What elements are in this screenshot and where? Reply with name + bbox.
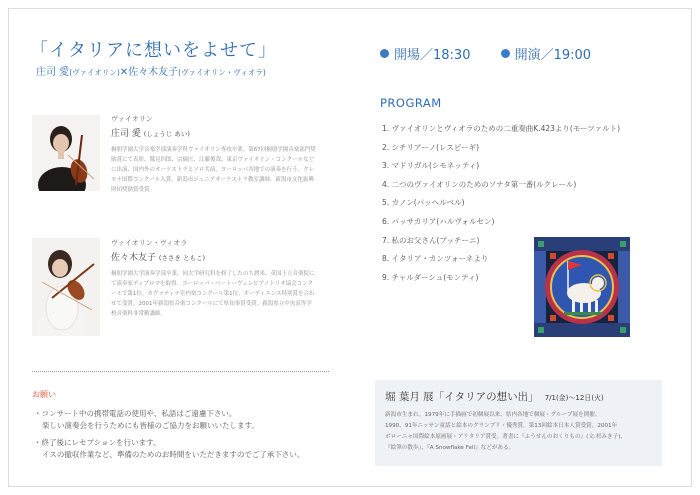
- exhibit-title: 堀 葉月 展「イタリアの想い出」: [385, 391, 539, 403]
- artist1-name: [111, 126, 316, 139]
- bullet-icon: [501, 49, 510, 58]
- performer1-instrument: (ヴァイオリン): [69, 68, 120, 77]
- notice-line: イスの撤収作業など、準備のためのお時間をいただきますのでご了承下さい。: [42, 450, 305, 459]
- notice-line: ・終了後にレセプションを行います。: [34, 438, 161, 447]
- artist2-bio: 桐朋学園大学演奏学部卒業。同大学研究科を修了したのち渡米。英国王立音楽院にて演奏家ディプロマを取得。ヨーロッパ・ベートーヴェンピアノトリオ協会コンクールで第1位。カヴァティナ室内楽コンクール第1位、オーディエンス特別賞を合わせて受賞。2001年新潟県音楽コンクールにて県知事賞受賞。新潟県立中央高等学校音楽科非常勤講師。: [111, 271, 315, 317]
- program-heading: PROGRAM: [380, 96, 442, 110]
- concert-title: 「イタリアに想いをよせて」: [30, 40, 277, 61]
- program-item: 1. ヴァイオリンとヴィオラのための二重奏曲K.423より(モーツァルト): [382, 124, 621, 133]
- artist2-reading: (ささき ともこ): [158, 254, 206, 262]
- performer1-name: 庄司 愛: [36, 67, 70, 78]
- concert-start-time: 開演／19:00: [514, 48, 592, 63]
- program-item: 3. マドリガル(シモネッティ): [382, 161, 480, 171]
- event-times: [380, 44, 591, 63]
- performer-separator: ✕: [119, 67, 129, 78]
- stained-glass-lamb-image: [534, 237, 630, 337]
- artist1-name-text: 庄司 愛: [111, 129, 141, 139]
- doors-open-time: 開場／18:30: [394, 48, 471, 63]
- exhibit-box: [375, 380, 662, 466]
- artist2-bio-block: [111, 238, 316, 319]
- program-item: 8. イタリア・カンツォーネより: [382, 254, 489, 264]
- artist1-role: ヴァイオリン: [111, 115, 153, 123]
- program-item: 9. チャルダーシュ(モンティ): [382, 272, 479, 282]
- artist1-reading: (しょうじ あい): [143, 130, 190, 138]
- exhibit-heading: [385, 389, 604, 404]
- exhibit-desc-line: ボローニャ国際絵本原画展・アリタリア賞受。著書に『ふうせんのおくりもの』(文:杉みき子)、: [385, 434, 626, 440]
- artist2-role: ヴァイオリン・ヴィオラ: [111, 239, 188, 247]
- notice-body: [34, 408, 334, 461]
- notice-line: 楽しい演奏会を行うためにも皆様のご協力をお願いいたします。: [42, 421, 259, 430]
- exhibit-dates: 7/1(金)〜12日(火): [544, 394, 604, 402]
- notice-line: ・コンサート中の携帯電話の使用や、私語はご遠慮下さい。: [34, 409, 237, 418]
- artist1-bio-block: [111, 114, 316, 195]
- notice-heading: お願い: [32, 390, 56, 399]
- bullet-icon: [380, 49, 389, 58]
- section-divider: [32, 371, 329, 372]
- program-item: 6. パッサカリア(ハルヴォルセン): [382, 216, 495, 226]
- artist1-photo: [32, 115, 100, 191]
- artist2-name: [111, 250, 316, 263]
- exhibit-desc-line: 『絵筆の散歩』、『A Snowflake Fell』などがある。: [385, 445, 515, 451]
- performer2-instrument: (ヴァイオリン・ヴィオラ): [178, 68, 266, 77]
- artist2-name-text: 佐々木友子: [111, 253, 157, 263]
- program-item: 2. シチリアーノ(レスピーギ): [382, 142, 479, 152]
- artist1-bio: 桐朋学園大学音楽学部演奏学科ヴァイオリン専攻卒業。第67回桐朋学園音楽部門奨励賞にて表彰、鷲見四郎、宗倫匡、江藤俊哉、東京ヴァイオリン・コンクールなどに出演、国内外のオーケストラとソロ共演。ヨーロッパ各地での演奏を行う。クレモナ国際コンクール入賞、新潟市ジュニアオーケストラ教室講師。新潟市文化振興財団奨励賞受賞。: [111, 147, 316, 193]
- program-item: 4. 二つのヴァイオリンのためのソナタ第一番(ルクレール): [382, 179, 577, 189]
- artist2-photo: [32, 238, 100, 336]
- exhibit-description: [385, 410, 657, 454]
- exhibit-desc-line: 新潟市生まれ。1979年に手描画で初個展以来、県内各地で個展・グループ展を開催。: [385, 412, 601, 418]
- program-item: 7. 私のお父さん(プッチーニ): [382, 235, 480, 245]
- performer2-name: 佐々木友子: [128, 67, 179, 78]
- program-item: 5. カノン(パッヘルベル): [382, 198, 465, 208]
- exhibit-desc-line: 1990、91年ニッサン童話と絵本のグランプリ・優秀賞。第13回絵本日本人賞受賞。2001年: [385, 423, 618, 429]
- performers-line: [36, 63, 266, 78]
